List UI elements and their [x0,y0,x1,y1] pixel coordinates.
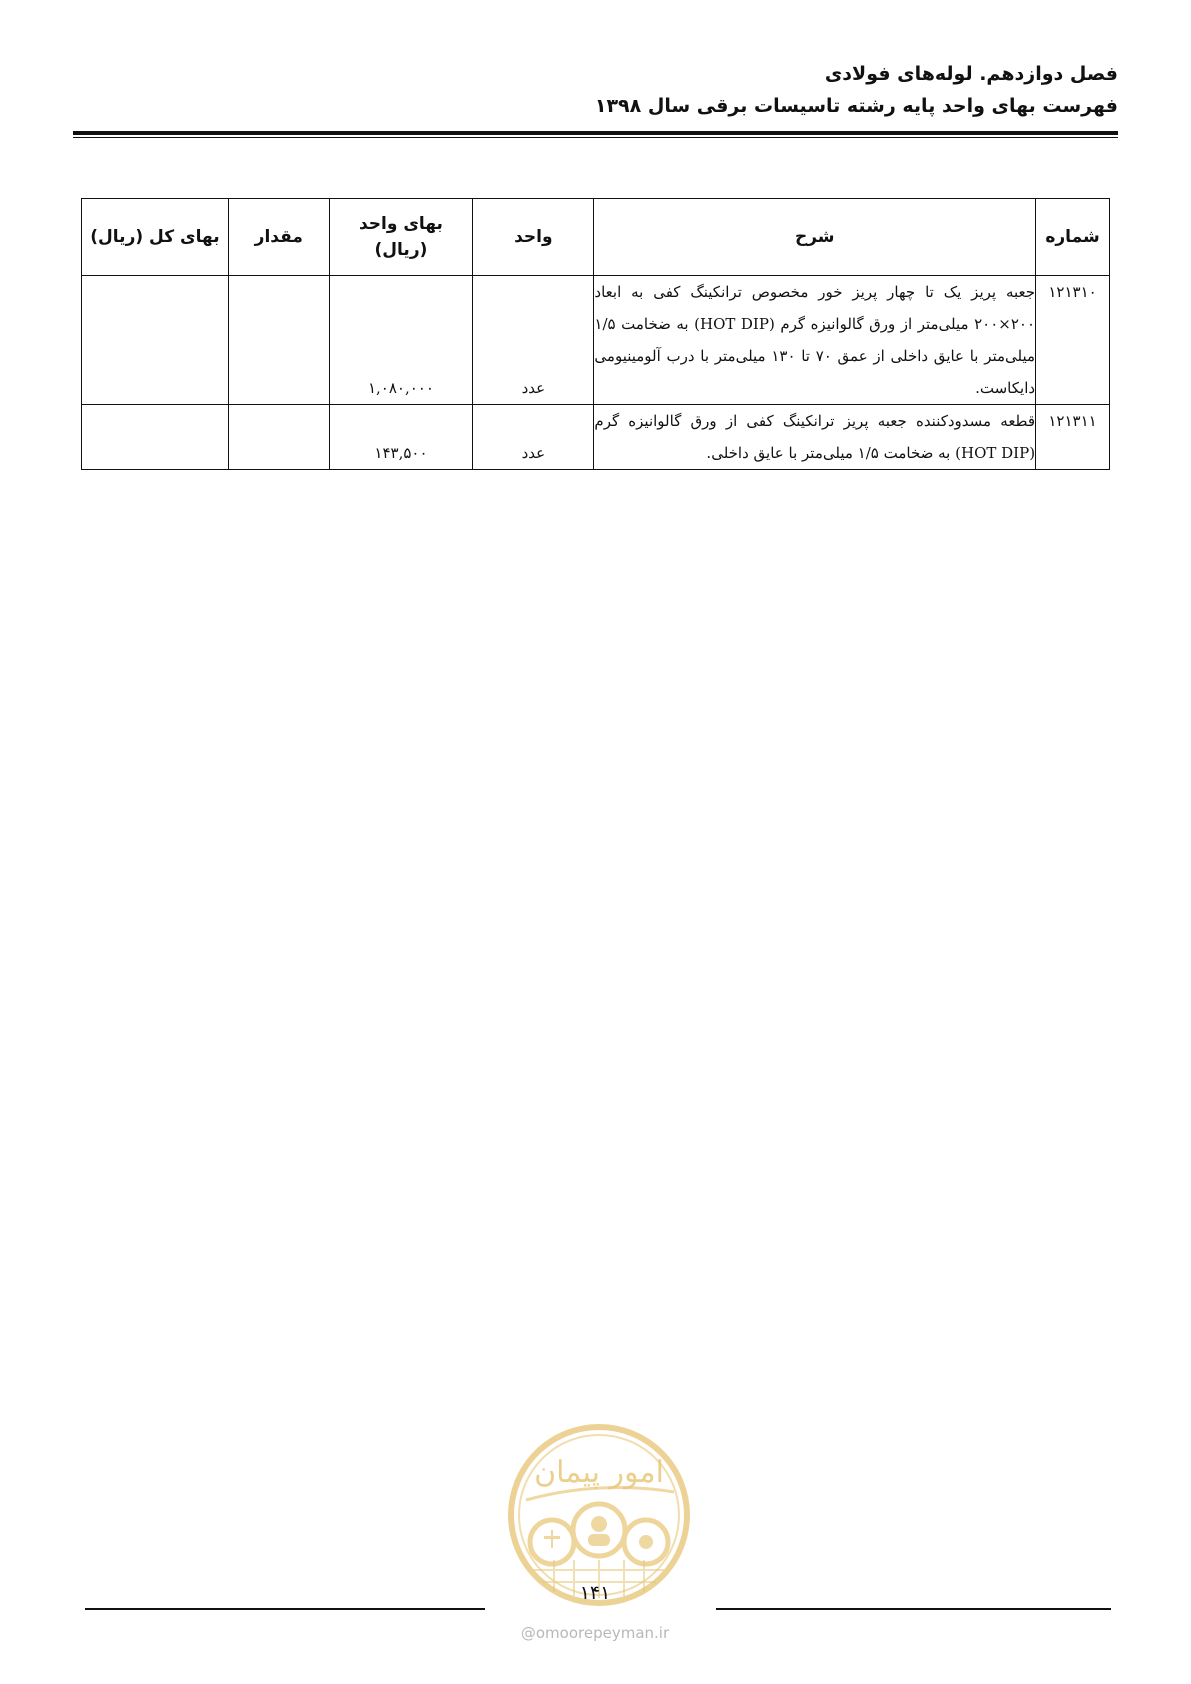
website-link[interactable]: @omoorepeyman.ir [520,1624,670,1642]
row-code: ۱۲۱۳۱۰ [1036,276,1110,405]
row-quantity [228,405,329,470]
row-unit-price: ۱۴۳,۵۰۰ [329,405,473,470]
header-rule-thin [73,137,1118,138]
row-total-price [82,405,229,470]
document-title: فهرست بهای واحد پایه رشته تاسیسات برقی سال ۱۳۹۸ [594,95,1118,117]
watermark-text: امور پیمان [534,1455,664,1490]
header-quantity: مقدار [228,199,329,276]
header-unit-price [329,199,473,276]
row-description: قطعه مسدودکننده جعبه پریز ترانکینگ کفی از ورق گالوانیزه گرم (HOT DIP) به ضخامت ۱/۵ میلی‌متر با عایق داخلی. [594,405,1036,470]
chapter-title: فصل دوازدهم. لوله‌های فولادی [824,63,1118,85]
table-row [82,405,1110,470]
footer-rule-right [716,1608,1111,1610]
row-quantity [228,276,329,405]
header-unit: واحد [473,199,594,276]
header-unit-price-currency: (ریال) [374,240,428,260]
row-code: ۱۲۱۳۱۱ [1036,405,1110,470]
header-description: شرح [594,199,1036,276]
row-unit: عدد [473,276,594,405]
table-row [82,276,1110,405]
page-header [595,58,1118,122]
page-number: ۱۴۱ [579,1582,611,1604]
header-unit-price-label: بهای واحد [358,214,443,234]
footer-rule-left [85,1608,485,1610]
row-unit: عدد [473,405,594,470]
table-header-row [82,199,1110,276]
row-description: جعبه پریز یک تا چهار پریز خور مخصوص ترانکینگ کفی به ابعاد ۲۰۰×۲۰۰ میلی‌متر از ورق گالوانیزه گرم (HOT DIP) به ضخامت ۱/۵ میلی‌متر با عایق داخلی از عمق ۷۰ تا ۱۳۰ میلی‌متر با درب آلومینیومی دایکاست. [594,276,1036,405]
header-total-price: بهای کل (ریال) [82,199,229,276]
price-table [81,198,1110,470]
header-rule-thick [73,131,1118,135]
row-unit-price: ۱,۰۸۰,۰۰۰ [329,276,473,405]
row-total-price [82,276,229,405]
header-code: شماره [1036,199,1110,276]
